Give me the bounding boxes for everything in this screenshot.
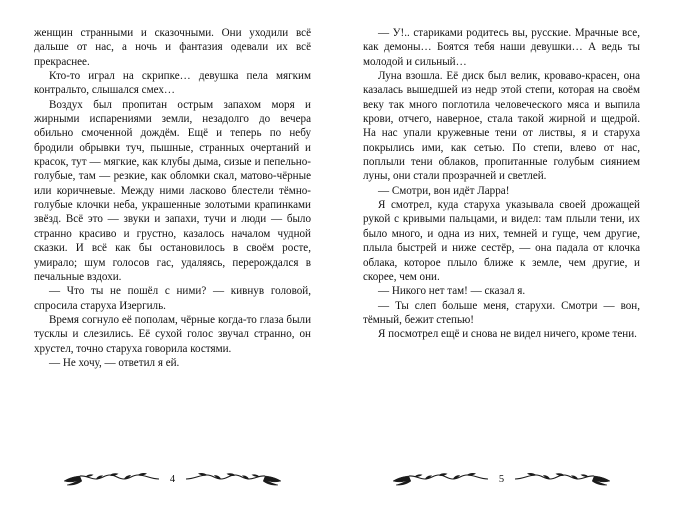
paragraph: — Смотри, вон идёт Ларра!	[377, 184, 510, 197]
left-page-footer	[34, 453, 311, 505]
paragraph: Воздух был пропитан острым запахом моря и жирными испарениями земли, незадолго до вечера обильно смоченной дождём. Ещё и теперь по небу бродили обрывки туч, пышные, странных очертаний и красок, тут — мягкие, как клубы дыма, сизые и пепельно-голубые, там — резкие, как обломки скал, матово-чёрные или коричневые. Между ними ласково блестели тёмно-голубые клочки неба, украшенные золотыми крапинками звёзд. Всё это — звуки и запахи, тучи и люди — было странно красиво и грустно, казалось началом чудной сказки. И всё как бы остановилось в своём росте, умирало; шум голосов гас, удаляясь, перерождался в печальные вздохи.	[34, 98, 311, 283]
right-page-text	[363, 26, 640, 453]
vine-right-icon	[514, 472, 612, 486]
paragraph: — Что ты не пошёл с ними? — кивнув головой, спросила старуха Изергиль.	[34, 285, 311, 312]
page-number: 4	[169, 473, 176, 485]
paragraph: женщин странными и сказочными. Они уходили всё дальше от нас, а ночь и фантазия одевали их всё прекраснее.	[34, 27, 311, 68]
right-page-footer	[363, 453, 640, 505]
paragraph: Луна взошла. Её диск был велик, кроваво-красен, она казалась вышедшей из недр этой степи, которая на своём веку так много поглотила человеческого мяса и выпила крови, отчего, наверное, стала такой жирной и щедрой. На нас упали кружевные тени от листвы, я и старуха покрылись ими, как сетью. По степи, влево от нас, поплыли тени облаков, пропитанные голубым сиянием луны, они стали прозрачней и светлей.	[363, 70, 640, 183]
vine-left-icon	[391, 472, 489, 486]
paragraph: Время согнуло её пополам, чёрные когда-то глаза были тусклы и слезились. Её сухой голос звучал странно, он хрустел, точно старуха говорила костями.	[34, 313, 311, 355]
paragraph: Кто-то играл на скрипке… девушка пела мягким контральто, слышался смех…	[34, 70, 311, 97]
paragraph: — Не хочу, — ответил я ей.	[48, 356, 180, 369]
footer-ornament	[62, 472, 283, 486]
paragraph: Я посмотрел ещё и снова не видел ничего, кроме тени.	[377, 328, 637, 341]
footer-ornament	[391, 472, 612, 486]
paragraph: — У!.. стариками родитесь вы, русские. Мрачные все, как демоны… Боятся тебя наши девушки… А ведь ты молодой и сильный…	[363, 27, 640, 68]
vine-right-icon	[185, 472, 283, 486]
page-number: 5	[498, 473, 505, 485]
left-page-text	[34, 26, 311, 453]
vine-left-icon	[62, 472, 160, 486]
right-page	[337, 0, 674, 505]
paragraph: — Ты слеп больше меня, старухи. Смотри — вон, тёмный, бежит степью!	[363, 299, 640, 326]
paragraph: Я смотрел, куда старуха указывала своей дрожащей рукой с кривыми пальцами, и видел: там плыли тени, их было много, и одна из них, темней и гуще, чем другие, плыла быстрей и ниже сестёр, — она падала от клочка облака, которое плыло ближе к земле, чем другие, и скорее, чем они.	[363, 199, 640, 283]
paragraph: — Никого нет там! — сказал я.	[377, 285, 526, 298]
